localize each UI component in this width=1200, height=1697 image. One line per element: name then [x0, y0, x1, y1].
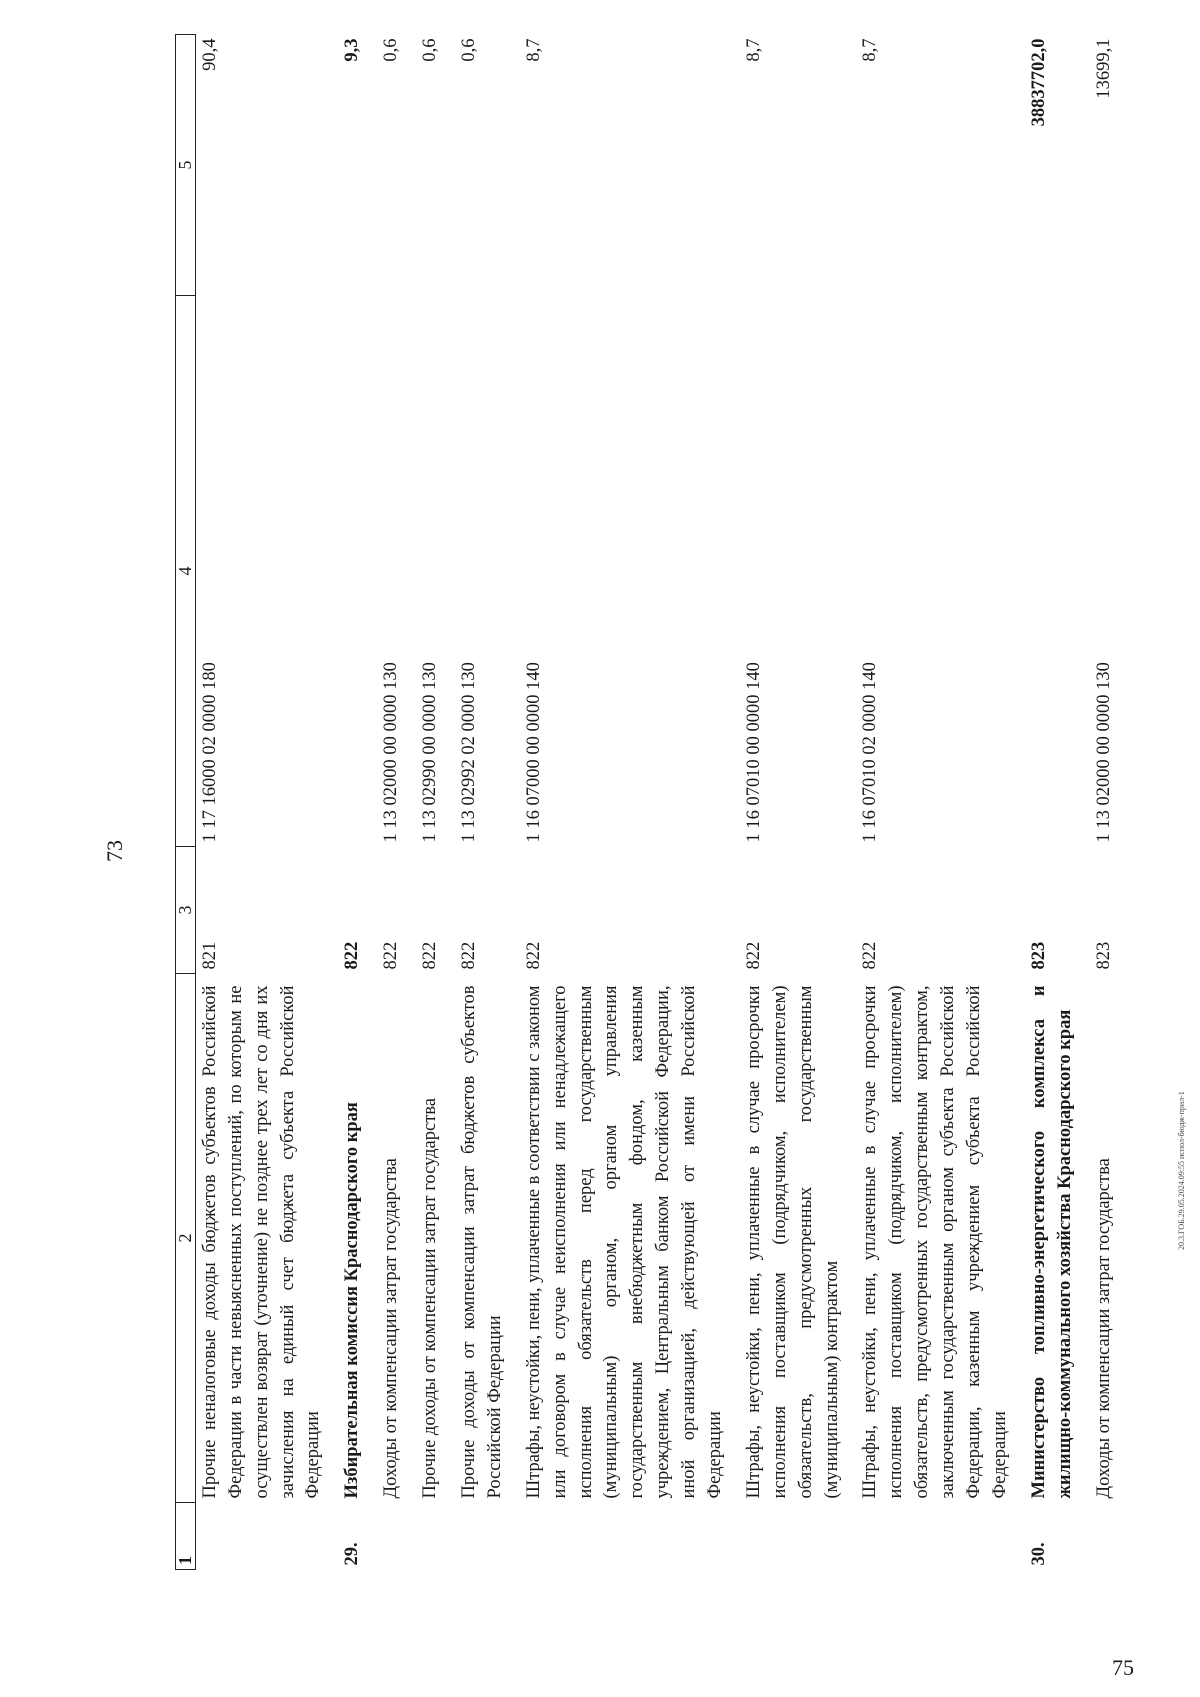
row-amount: 8,7	[860, 38, 881, 62]
row-budget-code	[338, 296, 377, 847]
row-budget-code: 1 16 07000 00 0000 140	[523, 662, 544, 843]
row-amount: 0,6	[381, 38, 402, 62]
row-name: Штрафы, неустойки, пени, уплаченные в случае просрочки исполнения поставщиком (подрядчиком, исполнителем) обязательств, предусмотренных государственным (муниципальным) контрактом	[743, 985, 842, 1499]
row-budget-code	[1025, 296, 1090, 847]
row-number	[520, 1503, 740, 1570]
header-col-3: 3	[176, 847, 196, 974]
row-budget-code: 1 13 02992 02 0000 130	[459, 662, 480, 843]
header-col-5: 5	[176, 35, 196, 296]
row-number: 30.	[1028, 1542, 1049, 1566]
row-admin-code: 823	[1093, 941, 1114, 970]
table-row	[377, 35, 416, 1570]
row-admin-code: 822	[743, 941, 764, 970]
row-number	[740, 1503, 857, 1570]
row-admin-code: 821	[199, 941, 220, 970]
row-number: 29.	[342, 1542, 363, 1566]
rotated-page-content	[175, 38, 1129, 1570]
row-admin-code: 822	[523, 941, 544, 970]
row-name: Избирательная комиссия Краснодарского края	[342, 1102, 363, 1499]
table-row	[856, 35, 1024, 1570]
row-number	[455, 1503, 520, 1570]
row-amount: 13699,1	[1093, 38, 1114, 99]
row-name: Прочие неналоговые доходы бюджетов субъектов Российской Федерации в части невыясненных поступлений, по которым не осуществлен возврат (уточнение) не позднее трех лет со дня их зачисления на единый счет бюджета субъекта Российской Федерации	[199, 985, 324, 1499]
row-amount: 9,3	[342, 38, 363, 62]
table-row	[195, 35, 338, 1570]
row-budget-code: 1 13 02990 00 0000 130	[420, 662, 441, 843]
row-amount: 8,7	[523, 38, 544, 62]
row-name: Доходы от компенсации затрат государства	[381, 1158, 402, 1499]
row-admin-code: 822	[420, 941, 441, 970]
row-amount: 0,6	[459, 38, 480, 62]
row-name: Министерство топливно-энергетического комплекса и жилищно-коммунального хозяйства Краснодарского края	[1028, 985, 1075, 1499]
row-admin-code: 822	[381, 941, 402, 970]
table-header-row	[176, 35, 196, 1570]
table-row	[416, 35, 455, 1570]
row-budget-code: 1 13 02000 00 0000 130	[1093, 662, 1114, 843]
table-row	[740, 35, 857, 1570]
row-budget-code: 1 16 07010 02 0000 140	[860, 662, 881, 843]
page-number-bottom: 75	[1112, 1655, 1134, 1680]
row-number	[1090, 1503, 1129, 1570]
footer-code-text: 20.3.ГОБ.29.05.2024.09:55 испол-бюдж-прил-1	[1177, 1091, 1186, 1250]
table-row	[455, 35, 520, 1570]
row-admin-code: 822	[459, 941, 480, 970]
page-number-top: 73	[102, 840, 127, 862]
row-number	[377, 1503, 416, 1570]
row-name: Штрафы, неустойки, пени, уплаченные в соответствии с законом или договором в случае неисполнения или ненадлежащего исполнения обязательств перед государственным (муниципальным) органом, органом управления государственным внебюджетным фондом, казенным учреждением, Центральным банком Российской Федерации, иной организацией, действующей от имени Российской Федерации	[523, 985, 726, 1499]
row-amount: 0,6	[420, 38, 441, 62]
row-number	[856, 1503, 1024, 1570]
row-name: Прочие доходы от компенсации затрат государства	[420, 1097, 441, 1499]
row-name: Прочие доходы от компенсации затрат бюджетов субъектов Российской Федерации	[459, 985, 505, 1499]
header-col-1: 1	[176, 1503, 196, 1570]
table-row	[520, 35, 740, 1570]
table-row	[1025, 35, 1090, 1570]
row-amount: 8,7	[743, 38, 764, 62]
table-row	[338, 35, 377, 1570]
row-admin-code: 822	[860, 941, 881, 970]
row-budget-code: 1 13 02000 00 0000 130	[381, 662, 402, 843]
table-row	[1090, 35, 1129, 1570]
row-admin-code: 822	[342, 941, 363, 970]
row-budget-code: 1 16 07010 00 0000 140	[743, 662, 764, 843]
table-body	[176, 35, 1129, 1570]
row-name: Штрафы, неустойки, пени, уплаченные в случае просрочки исполнения поставщиком (подрядчиком, исполнителем) обязательств, предусмотренных государственным контрактом, заключенным государственным органом субъекта Российской Федерации, казенным учреждением субъекта Российской Федерации	[860, 985, 1010, 1499]
row-number	[195, 1503, 338, 1570]
row-budget-code: 1 17 16000 02 0000 180	[199, 662, 220, 843]
row-admin-code: 823	[1028, 941, 1049, 970]
header-col-4: 4	[176, 296, 196, 847]
row-name: Доходы от компенсации затрат государства	[1093, 1158, 1114, 1499]
row-amount: 38837702,0	[1028, 38, 1049, 127]
revenue-table	[175, 34, 1129, 1570]
row-number	[416, 1503, 455, 1570]
row-amount: 90,4	[199, 38, 220, 71]
header-col-2: 2	[176, 974, 196, 1503]
